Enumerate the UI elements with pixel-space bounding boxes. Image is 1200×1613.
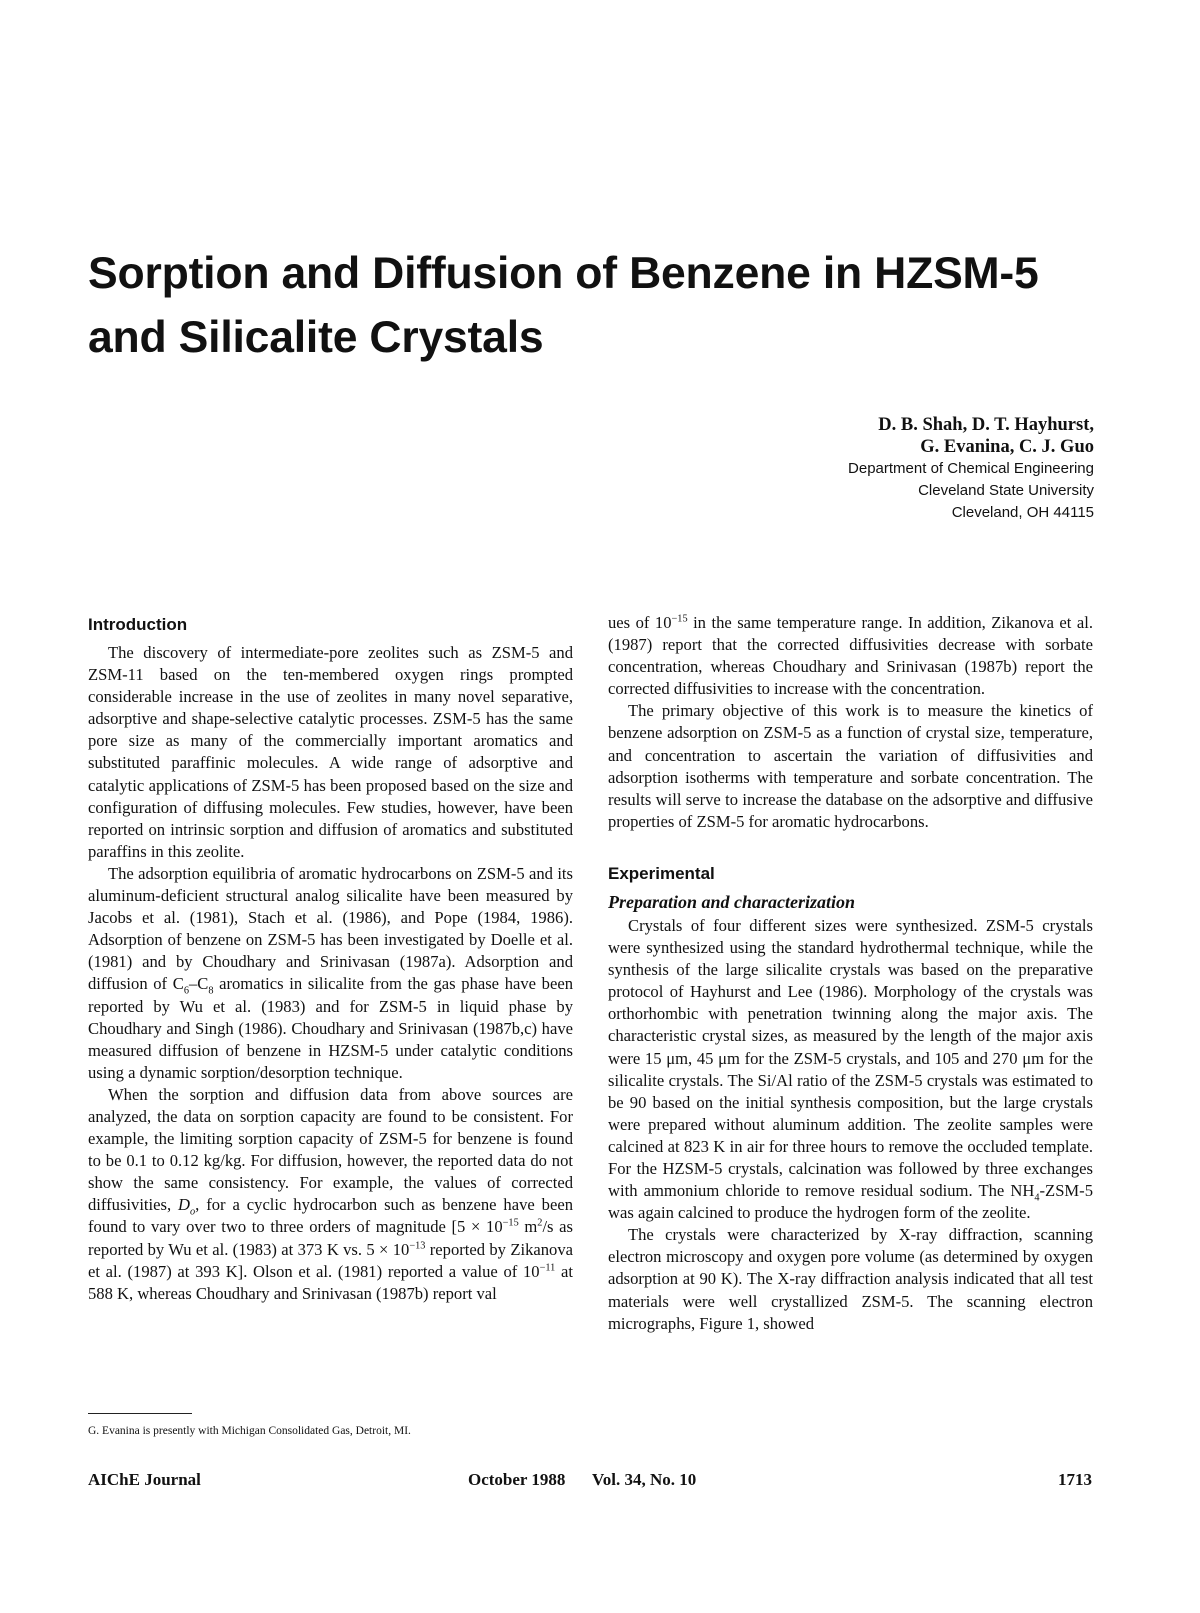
footnote: G. Evanina is presently with Michigan Consolidated Gas, Detroit, MI. — [88, 1425, 411, 1437]
footer-volume: Vol. 34, No. 10 — [592, 1470, 697, 1489]
left-column — [88, 612, 573, 1305]
experimental-paragraph-1: Crystals of four different sizes were synthesized. ZSM-5 crystals were synthesized using the standard hydrothermal technique, while the synthesis of the large silicalite crystals was based on the preparative protocol of Hayhurst and Lee (1986). Morphology of the crystals was orthorhombic with penetration twinning along the major axis. The characteristic crystal sizes, as measured by the length of the major axis were 15 μm, 45 μm for the ZSM-5 crystals, and 105 and 270 μm for the silicalite crystals. The Si/Al ratio of the ZSM-5 crystals was estimated to be 90 based on the initial synthesis composition, but the large crystals were prepared without aluminum addition. The zeolite samples were calcined at 823 K in air for three hours to remove the occluded template. For the HZSM-5 crystals, calcination was followed by three exchanges with ammonium chloride to remove residual sodium. The $NH_4-ZSM-5$ was again calcined to produce the hydrogen form of the zeolite. — [608, 915, 1093, 1223]
footnote-rule — [88, 1413, 192, 1414]
author-block — [594, 414, 1094, 524]
intro-paragraph-1: The discovery of intermediate-pore zeolites such as ZSM-5 and ZSM-11 based on the ten-membered oxygen rings prompted considerable increase in the use of zeolites in many novel separative, adsorptive and shape-selective catalytic processes. ZSM-5 has the same pore size as many of the commercially important aromatics and substituted paraffinic molecules. A wide range of adsorptive and catalytic applications of ZSM-5 has been proposed based on the size and configuration of diffusing molecules. Few studies, however, have been reported on intrinsic sorption and diffusion of aromatics and substituted paraffins in this zeolite. — [88, 643, 573, 861]
author-names-line-2: G. Evanina, C. J. Guo — [920, 437, 1094, 457]
affiliation-city: Cleveland, OH 44115 — [951, 504, 1094, 521]
affiliation-university: Cleveland State University — [918, 482, 1094, 499]
footer-date: October 1988 — [468, 1470, 566, 1489]
intro-paragraph-3-continued: ues of $10^{-15}$ in the same temperature range. In addition, Zikanova et al. (1987) report that the corrected diffusivities decrease with sorbate concentration, whereas Choudhary and Srinivasan (1987b) report the corrected diffusivities to increase with the concentration. — [608, 613, 1093, 699]
author-names-line-1: D. B. Shah, D. T. Hayhurst, — [878, 415, 1094, 435]
subsection-heading-preparation: Preparation and characterization — [608, 891, 856, 912]
experimental-paragraph-2: The crystals were characterized by X-ray diffraction, scanning electron microscopy and oxygen pore volume (as determined by oxygen adsorption at 90 K). The X-ray diffraction analysis indicated that all test materials were well crystallized ZSM-5. The scanning electron micrographs, Figure 1, showed — [608, 1225, 1093, 1333]
intro-paragraph-3: When the sorption and diffusion data from above sources are analyzed, the data on sorption capacity are found to be consistent. For example, the limiting sorption capacity of ZSM-5 for benzene is found to be 0.1 to 0.12 kg/kg. For diffusion, however, the reported data do not show the same consistency. For example, the values of corrected diffusivities, $D_o$, for a cyclic hydrocarbon such as benzene have been found to vary over two to three orders of magnitude [$5 \times 10^{-15}$ $m^2/s$ as reported by Wu et al. (1983) at 373 K vs. $5 \times 10^{-13}$ reported by Zikanova et al. (1987) at 393 K]. Olson et al. (1981) reported a value of $10^{-11}$ at 588 K, whereas Choudhary and Srinivasan (1987b) report val — [88, 1084, 573, 1303]
paper-title: Sorption and Diffusion of Benzene in HZSM-5 and Silicalite Crystals — [88, 249, 1039, 362]
affiliation-department: Department of Chemical Engineering — [848, 460, 1094, 477]
objective-paragraph: The primary objective of this work is to measure the kinetics of benzene adsorption on ZSM-5 as a function of crystal size, temperature, and concentration to ascertain the variation of diffusivities and adsorption isotherms with temperature and sorbate concentration. The results will serve to increase the database on the adsorptive and diffusive properties of ZSM-5 for aromatic hydrocarbons. — [608, 701, 1093, 831]
footer-journal: AIChE Journal — [88, 1470, 201, 1489]
section-heading-experimental: Experimental — [608, 863, 715, 883]
intro-paragraph-2: The adsorption equilibria of aromatic hydrocarbons on ZSM-5 and its aluminum-deficient structural analog silicalite have been measured by Jacobs et al. (1981), Stach et al. (1986), and Pope (1984, 1986). Adsorption of benzene on ZSM-5 has been investigated by Doelle et al. (1981) and by Choudhary and Srinivasan (1987a). Adsorption and diffusion of $C_6-C_8$ aromatics in silicalite from the gas phase have been reported by Wu et al. (1983) and for ZSM-5 in liquid phase by Choudhary and Singh (1986). Choudhary and Srinivasan (1987b,c) have measured diffusion of benzene in HZSM-5 under catalytic conditions using a dynamic sorption/desorption technique. — [88, 863, 573, 1082]
footer-page-number: 1713 — [1058, 1470, 1092, 1489]
section-heading-introduction: Introduction — [88, 615, 188, 634]
right-column — [608, 612, 1093, 1335]
